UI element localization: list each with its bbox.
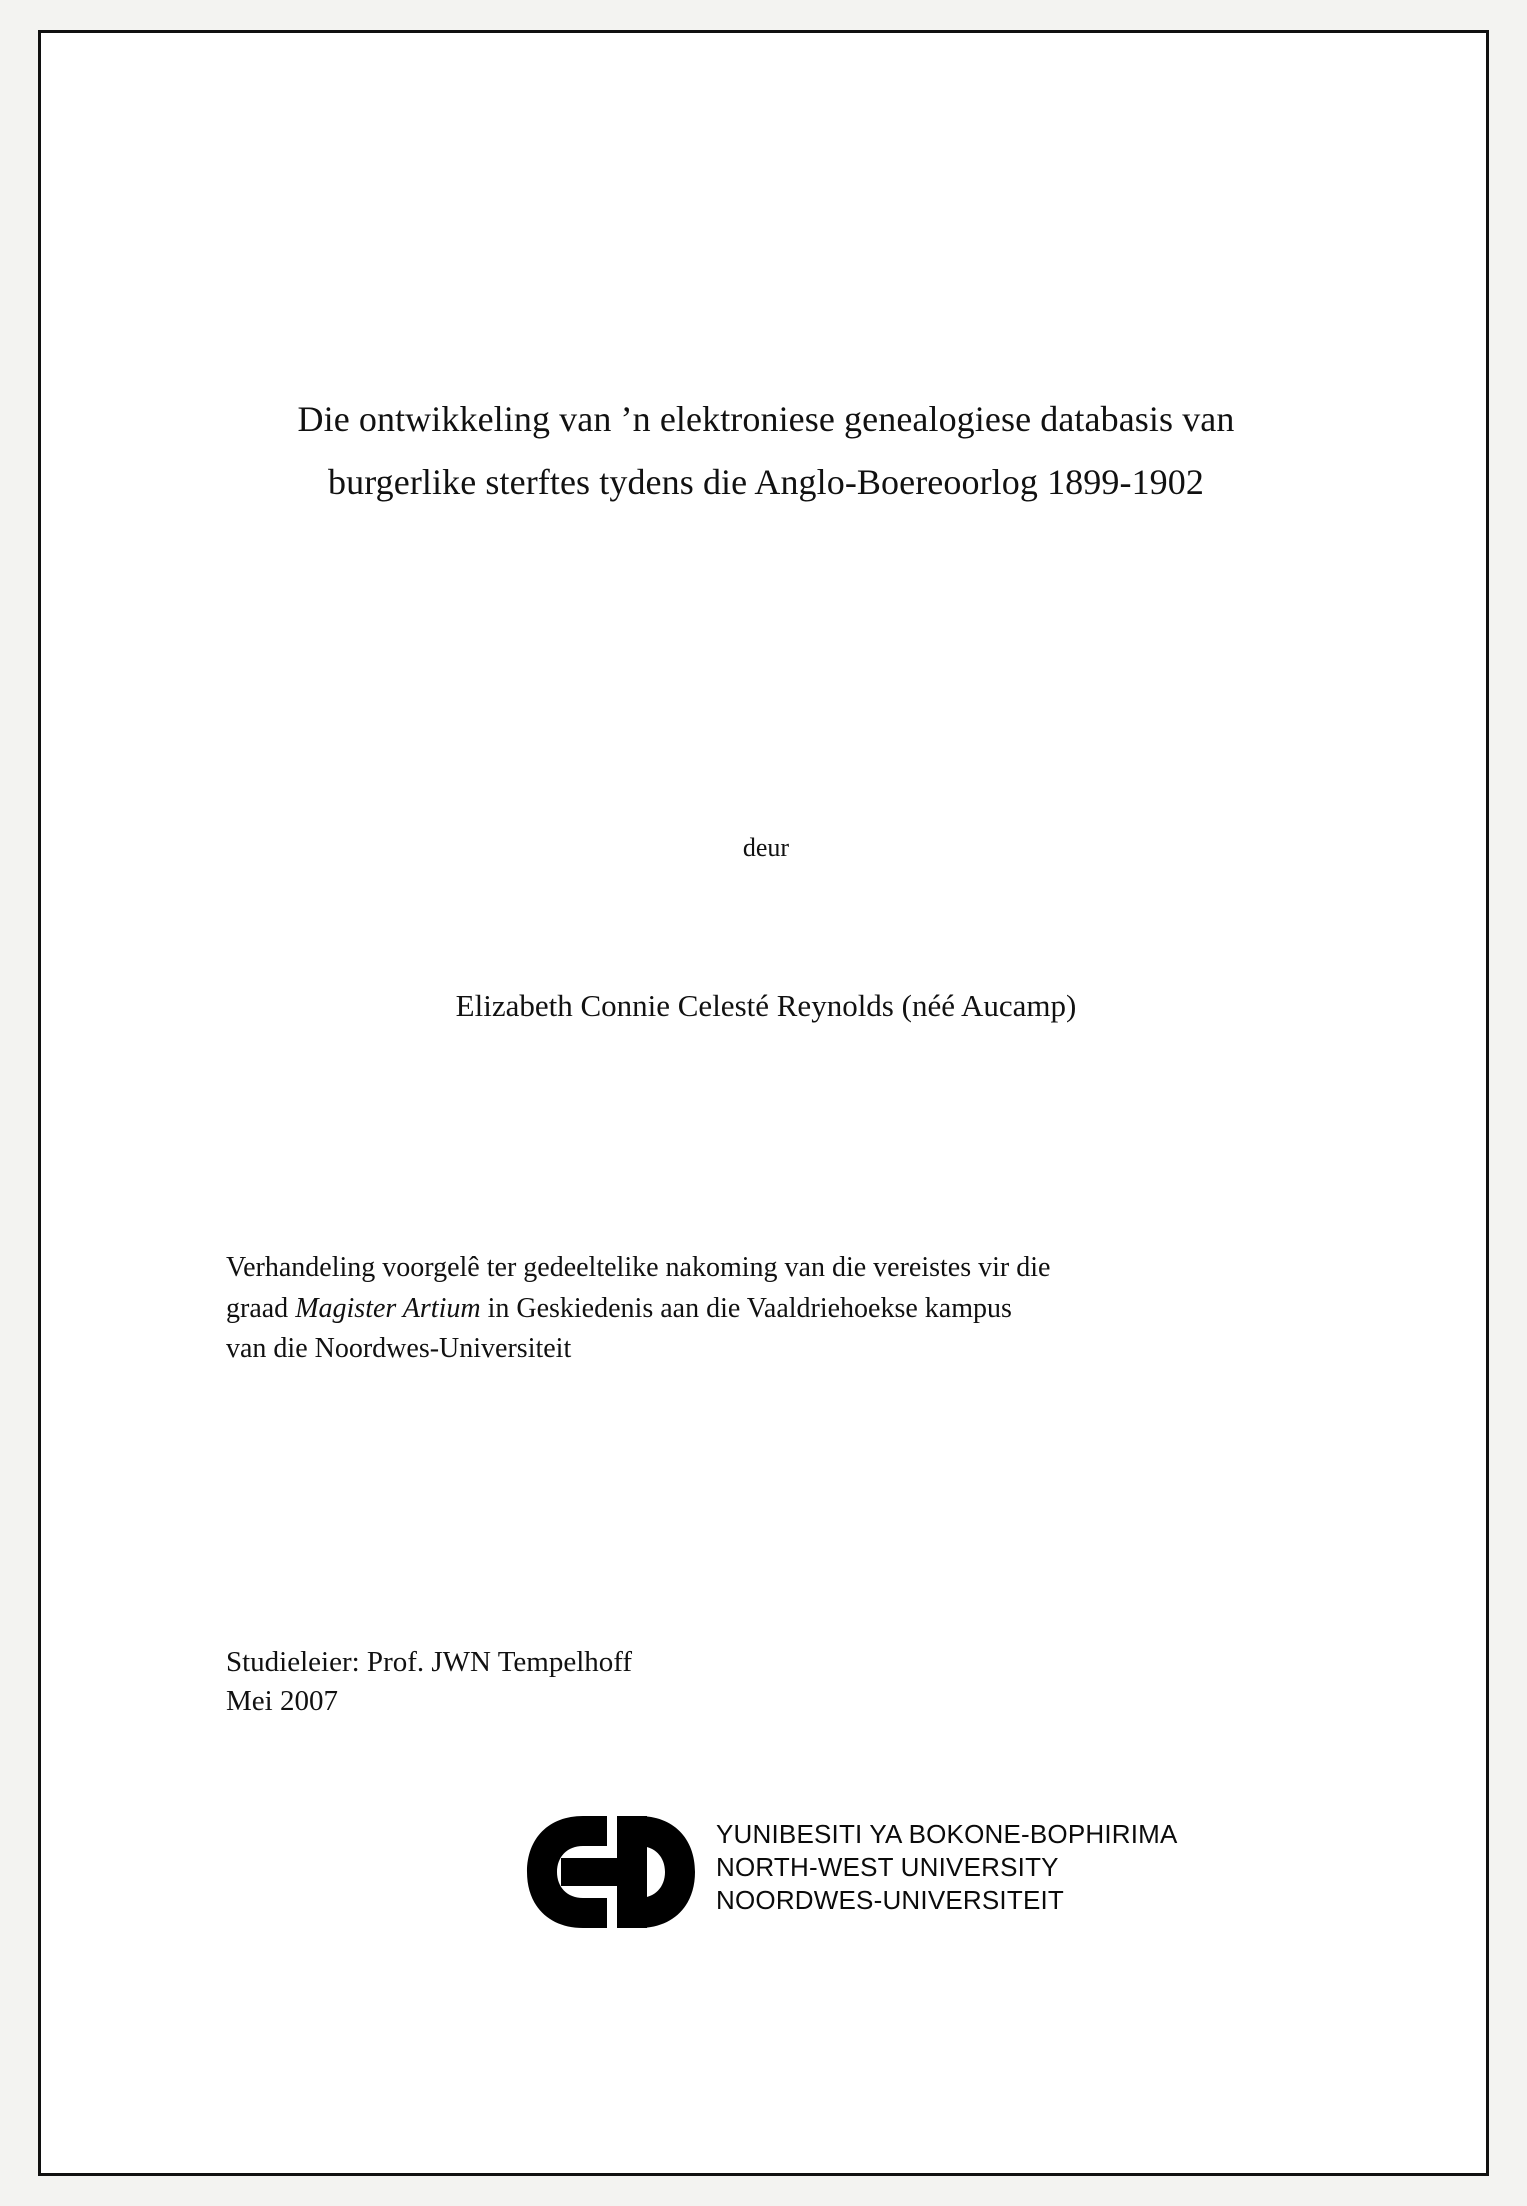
date-line: Mei 2007	[226, 1685, 338, 1718]
supervisor-line: Studieleier: Prof. JWN Tempelhoff	[226, 1646, 633, 1678]
title-line-1: Die ontwikkeling van ’n elektroniese genealogiese databasis van	[297, 399, 1235, 439]
university-logo-text	[716, 1818, 1178, 1916]
degree-statement	[226, 1248, 1311, 1370]
logo-line-2: NORTH-WEST UNIVERSITY	[716, 1851, 1059, 1882]
supervisor-block	[226, 1643, 1226, 1721]
by-label: deur	[742, 833, 790, 862]
logo-line-3: NOORDWES-UNIVERSITEIT	[716, 1884, 1064, 1915]
author-name: Elizabeth Connie Celesté Reynolds (néé Aucamp)	[455, 988, 1077, 1023]
university-logo	[521, 1808, 1221, 1938]
degree-statement-line-2-pre: graad	[226, 1292, 296, 1324]
title-line-2: burgerlike sterftes tydens die Anglo-Boereoorlog 1899-1902	[328, 462, 1204, 502]
nwu-logo-icon	[521, 1812, 706, 1932]
page-frame	[38, 30, 1489, 2176]
thesis-title	[191, 388, 1341, 514]
degree-statement-line-2	[226, 1289, 1311, 1330]
page-content	[191, 33, 1341, 2173]
degree-statement-line-3: van die Noordwes-Universiteit	[226, 1333, 572, 1365]
degree-statement-line-1: Verhandeling voorgelê ter gedeeltelike nakoming van die vereistes vir die	[226, 1252, 1051, 1283]
logo-line-1: YUNIBESITI YA BOKONE-BOPHIRIMA	[716, 1819, 1178, 1849]
page-surface	[41, 33, 1486, 2173]
degree-statement-line-2-post: in Geskiedenis aan die Vaaldriehoekse kampus	[480, 1292, 1012, 1324]
degree-name-italic: Magister Artium	[295, 1292, 481, 1324]
